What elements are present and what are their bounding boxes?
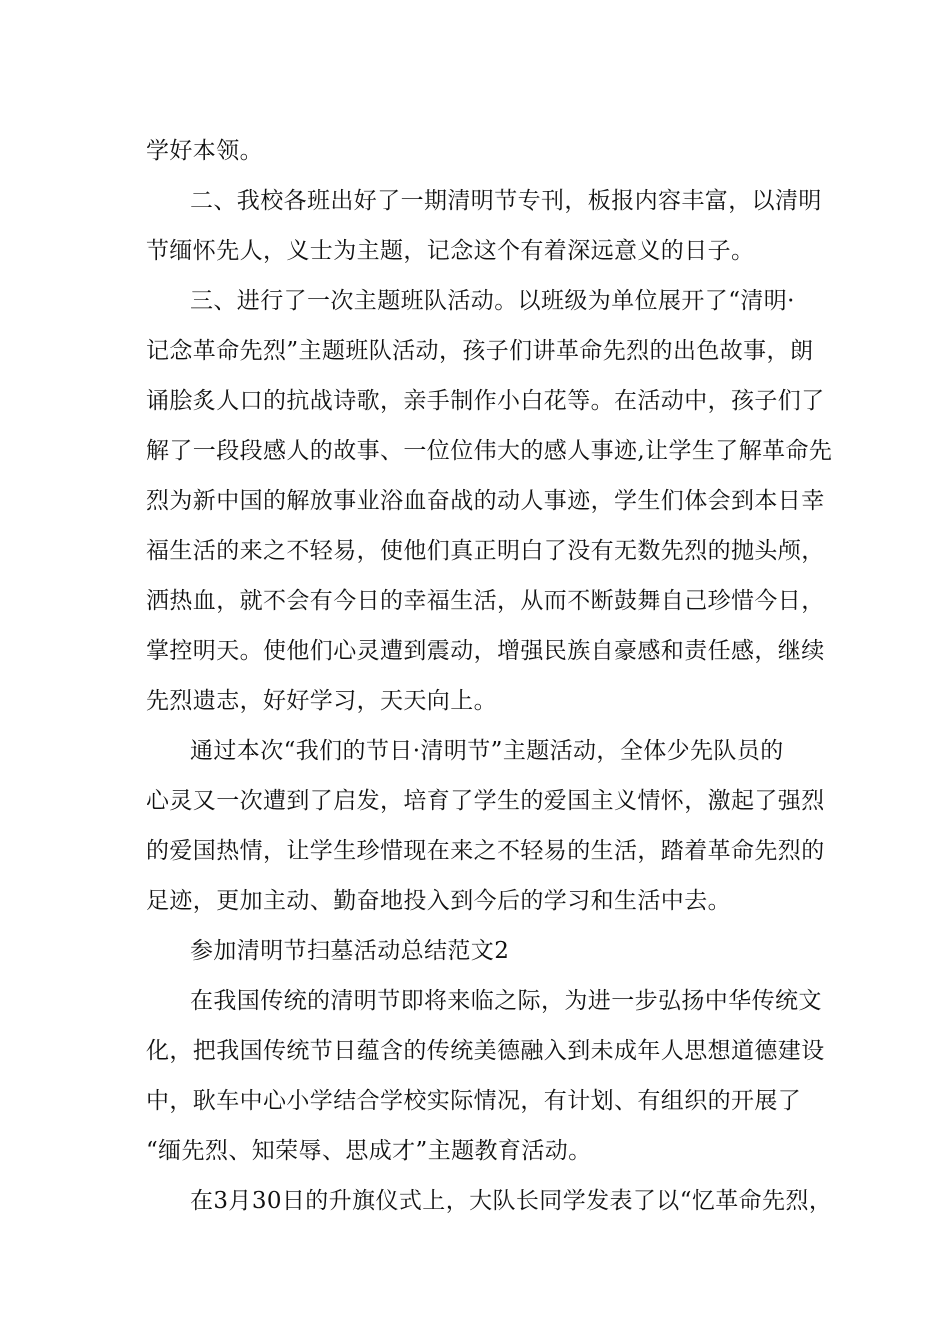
text-line: 学好本领。 xyxy=(146,138,263,164)
section-heading: 参加清明节扫墓活动总结范文2 xyxy=(190,938,510,964)
text-line: 通过本次“我们的节日·清明节”主题活动，全体少先队员的 xyxy=(190,738,784,764)
text-line: 三、进行了一次主题班队活动。以班级为单位展开了“清明· xyxy=(190,288,795,314)
text-line: 心灵又一次遭到了启发，培育了学生的爱国主义情怀，激起了强烈 xyxy=(146,788,825,814)
text-line: 中，耿车中心小学结合学校实际情况，有计划、有组织的开展了 xyxy=(146,1088,802,1114)
text-line: 记念革命先烈”主题班队活动，孩子们讲革命先烈的出色故事，朗 xyxy=(146,338,814,364)
text-line: 化，把我国传统节日蕴含的传统美德融入到未成年人思想道德建设 xyxy=(146,1038,825,1064)
text-line: 先烈遗志，好好学习，天天向上。 xyxy=(146,688,497,714)
text-line: 福生活的来之不轻易，使他们真正明白了没有无数先烈的抛头颅， xyxy=(146,538,825,564)
text-line: 掌控明天。使他们心灵遭到震动，增强民族自豪感和责任感，继续 xyxy=(146,638,825,664)
text-line: 在3月30日的升旗仪式上，大队长同学发表了以“忆革命先烈， xyxy=(190,1188,833,1214)
text-line: 诵脍炙人口的抗战诗歌，亲手制作小白花等。在活动中，孩子们了 xyxy=(146,388,825,414)
text-line: 解了一段段感人的故事、一位位伟大的感人事迹,让学生了解革命先 xyxy=(146,438,833,464)
text-line: 节缅怀先人，义士为主题，记念这个有着深远意义的日子。 xyxy=(146,238,755,264)
text-line: 的爱国热情，让学生珍惜现在来之不轻易的生活，踏着革命先烈的 xyxy=(146,838,825,864)
text-line: 在我国传统的清明节即将来临之际，为进一步弘扬中华传统文 xyxy=(190,988,822,1014)
text-line: 洒热血，就不会有今日的幸福生活，从而不断鼓舞自己珍惜今日， xyxy=(146,588,825,614)
text-line: 足迹，更加主动、勤奋地投入到今后的学习和生活中去。 xyxy=(146,888,731,914)
text-line: 二、我校各班出好了一期清明节专刊，板报内容丰富，以清明 xyxy=(190,188,822,214)
text-line: “缅先烈、知荣辱、思成才”主题教育活动。 xyxy=(146,1138,592,1164)
text-line: 烈为新中国的解放事业浴血奋战的动人事迹，学生们体会到本日幸 xyxy=(146,488,825,514)
